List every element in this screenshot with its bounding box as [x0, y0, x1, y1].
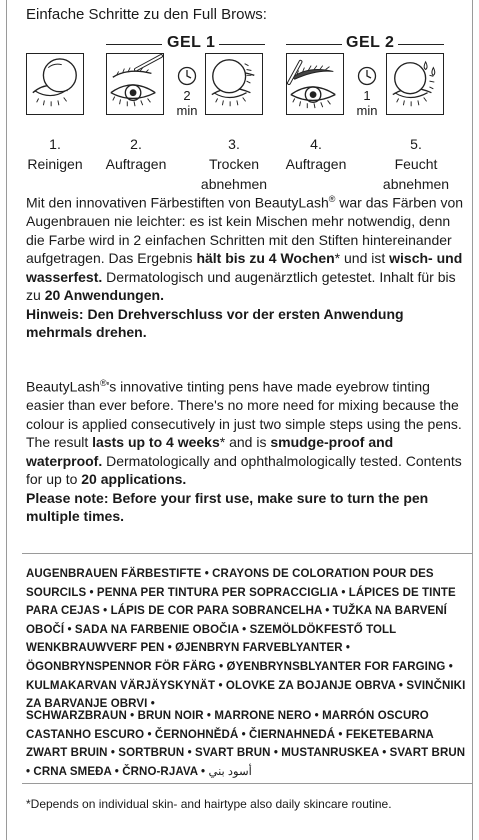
step-3-label: 3. Trocken abnehmen	[200, 136, 268, 192]
brow-brush-icon	[287, 54, 343, 114]
clock-icon	[357, 66, 377, 86]
step-1-label: 1. Reinigen	[27, 136, 83, 172]
gel-1-bracket-left	[106, 44, 162, 45]
divider-bottom	[22, 783, 472, 784]
german-note: Hinweis: Den Drehverschluss vor der ersten Anwendung mehrmals drehen.	[26, 305, 404, 341]
color-names-multilingual: SCHWARZBRAUN • BRUN NOIR • MARRONE NERO • MARRÓN OSCURO CASTANHO ESCURO • ČERNOHNĚDÁ • ČIERNAHNEDÁ • FEKETEBARNA ZWART BRUIN • SORTBRUN • SVART BRUN • MUSTANRUSKEA • SVART BRUN • CRNA SMEĐA • ČRNO-RJAVA • أسود بني	[26, 710, 466, 778]
dry-pad-icon	[206, 54, 262, 114]
gel-1-label: GEL 1	[167, 34, 216, 51]
cleansing-pad-icon	[27, 54, 83, 114]
timer-2	[352, 66, 382, 118]
step-3-illustration	[205, 53, 263, 115]
gel-1-bracket-right	[219, 44, 265, 45]
gel-2-bracket-right	[398, 44, 444, 45]
clock-icon	[177, 66, 197, 86]
wet-pad-icon	[387, 54, 443, 114]
step-5-illustration	[386, 53, 444, 115]
step-4-label: 4. Auftragen	[285, 136, 347, 172]
eyebrow-pen-icon	[107, 54, 163, 114]
divider-top	[22, 553, 472, 554]
english-description: BeautyLash®'s innovative tinting pens have made eyebrow tinting easier than ever before. There's no more need for mixing because the colour is applied consecutively in just two simple steps using the pens. The result lasts up to 4 weeks* and is smudge-proof and waterproof. Dermatologically and ophthalmologically tested. Contents for up to 20 applications. Please note: Before your first use, make sure to turn the pen multiple times.	[26, 378, 462, 525]
step-5-label: 5. Feucht abnehmen	[382, 136, 450, 192]
step-4-illustration	[286, 53, 344, 115]
timer-1-value: 2	[183, 88, 191, 103]
timer-1-unit: min	[176, 103, 198, 118]
english-note: Please note: Before your first use, make sure to turn the pen multiple times.	[26, 489, 429, 525]
step-2-label: 2. Auftragen	[105, 136, 167, 172]
color-name-arabic: أسود بني	[208, 765, 252, 778]
product-names-multilingual: AUGENBRAUEN FÄRBESTIFTE • CRAYONS DE COLORATION POUR DES SOURCILS • PENNA PER TINTURA PER SOPRACCIGLIA • LÁPICES DE TINTE PARA CEJAS • LÁPIS DE COR PARA SOBRANCELHA • TUŽKA NA BARVENÍ OBOČÍ • SADA NA FARBENIE OBOČIA • SZEMÖLDÖKFESTŐ TOLL WENKBRAUWVERF PEN • ØJENBRYN FARVEBLYANTER • ÖGONBRYNSPENNOR FÖR FÄRG • ØYENBRYNSBLYANTER FOR FARGING • KULMAKARVAN VÄRJÄYSKYNÄT • OLOVKE ZA BOJANJE OBRVA • SVINČNIKI ZA BARVANJE OBRVI •	[26, 568, 466, 711]
step-1-illustration	[26, 53, 84, 115]
footnote: *Depends on individual skin- and hairtype also daily skincare routine.	[26, 797, 392, 811]
steps-heading: Einfache Schritte zu den Full Brows:	[26, 6, 267, 23]
gel-2-label: GEL 2	[346, 34, 395, 51]
timer-2-unit: min	[356, 103, 378, 118]
timer-2-value: 1	[363, 88, 371, 103]
timer-1	[172, 66, 202, 118]
step-2-illustration	[106, 53, 164, 115]
german-description: Mit den innovativen Färbestiften von BeautyLash® war das Färben von Augenbrauen nie leichter: es ist kein Mischen mehr notwendig, denn die Farbe wird in 2 einfachen Schritten mit den Stiften hintereinander aufgetragen. Das Ergebnis hält bis zu 4 Wochen* und ist wisch- und wasserfest. Dermatologisch und augenärztlich getestet. Inhalt für bis zu 20 Anwendungen. Hinweis: Den Drehverschluss vor der ersten Anwendung mehrmals drehen.	[26, 194, 464, 341]
gel-2-bracket-left	[286, 44, 342, 45]
